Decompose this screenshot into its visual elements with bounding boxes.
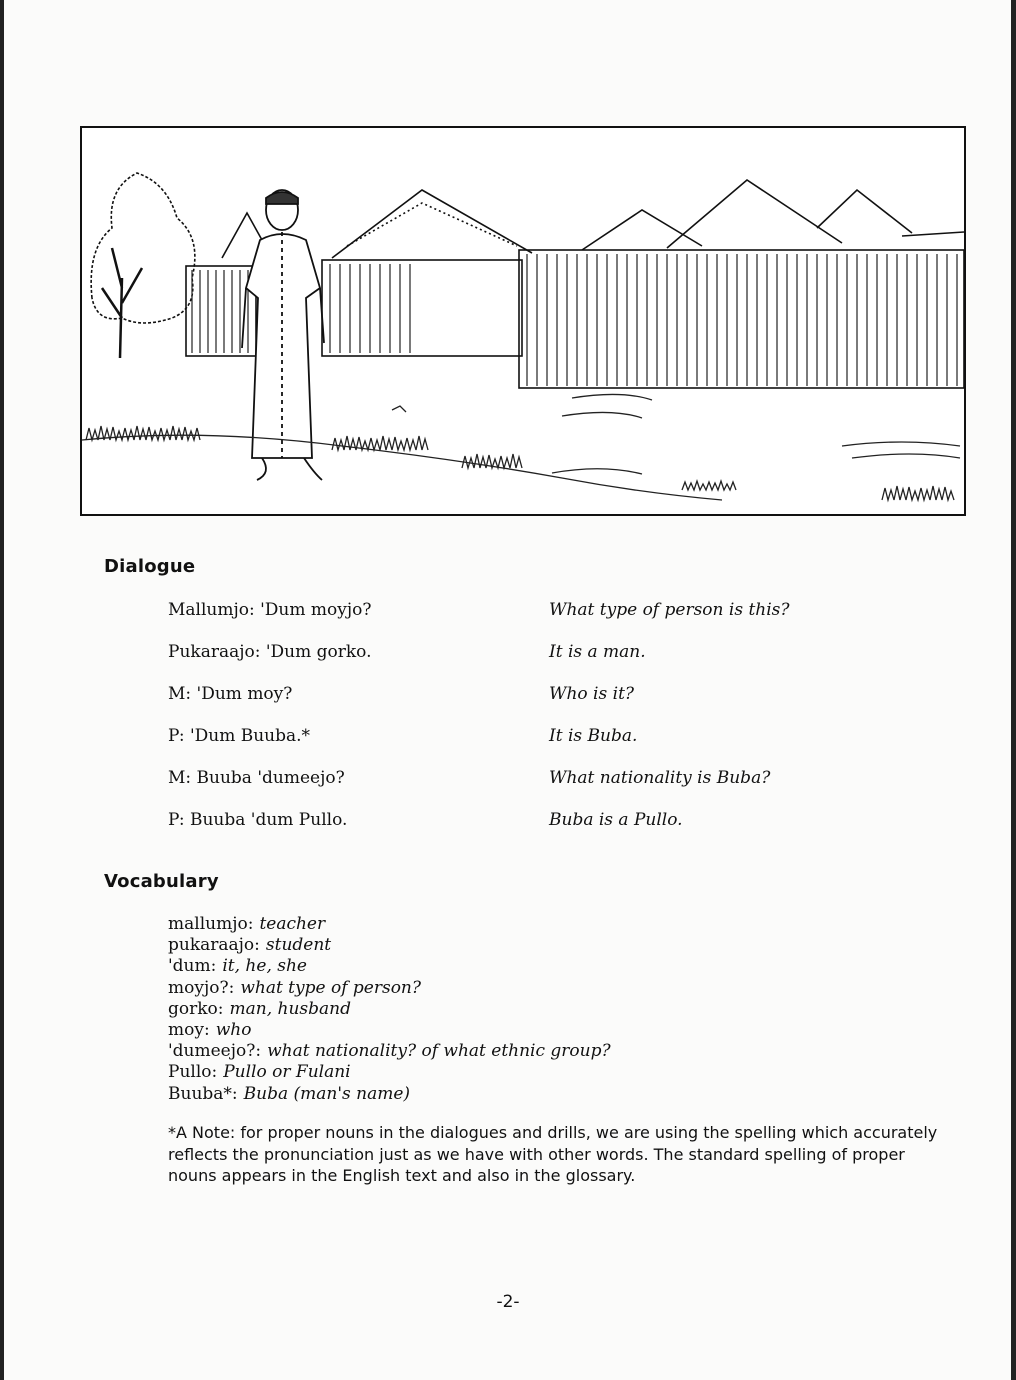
vocabulary-gloss: Pullo or Fulani	[223, 1062, 351, 1083]
page-number: -2-	[496, 1292, 520, 1312]
dialogue-line-fulfulde: Pukaraajo: 'Dum gorko.	[168, 642, 372, 662]
vocabulary-item	[168, 914, 611, 935]
vocabulary-gloss: man, husband	[229, 998, 351, 1019]
vocabulary-term: gorko:	[168, 998, 224, 1019]
dialogue-line-fulfulde: P: Buuba 'dum Pullo.	[168, 810, 348, 830]
vocabulary-gloss: what nationality? of what ethnic group?	[267, 1041, 611, 1062]
dialogue-line-english: What type of person is this?	[549, 600, 790, 620]
vocabulary-term: mallumjo:	[168, 914, 254, 934]
vocabulary-term: Buuba*:	[168, 1083, 238, 1104]
dialogue-line-fulfulde: M: Buuba 'dumeejo?	[168, 768, 345, 788]
vocabulary-term: pukaraajo:	[168, 935, 260, 956]
dialogue-line-english: It is a man.	[549, 642, 646, 662]
vocabulary-term: moy:	[168, 1020, 210, 1041]
vocabulary-gloss: teacher	[259, 914, 326, 934]
dialogue-line-english: Who is it?	[549, 684, 635, 704]
vocabulary-term: 'dum:	[168, 956, 217, 977]
village-sketch	[82, 128, 964, 514]
vocabulary-term: Pullo:	[168, 1062, 218, 1083]
proper-noun-note: *A Note: for proper nouns in the dialogues and drills, we are using the spelling which accurately reflects the pronunciation just as we have with other words. The standard spelling of proper nouns appears in the English text and also in the glossary.	[168, 1123, 938, 1185]
dialogue-line-fulfulde: P: 'Dum Buuba.*	[168, 726, 311, 746]
vocabulary-item	[168, 1084, 611, 1105]
vocabulary-gloss: student	[265, 935, 332, 956]
vocabulary-item	[168, 935, 611, 956]
vocabulary-item	[168, 956, 611, 977]
vocabulary-term: moyjo?:	[168, 977, 235, 998]
village-illustration	[80, 126, 966, 516]
vocabulary-term: 'dumeejo?:	[168, 1041, 262, 1062]
vocabulary-gloss: it, he, she	[222, 956, 307, 977]
dialogue-line-english: What nationality is Buba?	[549, 768, 771, 788]
vocabulary-item	[168, 978, 611, 999]
vocabulary-item	[168, 1062, 611, 1083]
vocabulary-heading: Vocabulary	[104, 871, 219, 892]
scan-edge-left	[0, 0, 4, 1380]
dialogue-line-english: It is Buba.	[549, 726, 638, 746]
dialogue-line-english: Buba is a Pullo.	[549, 810, 683, 830]
dialogue-line-fulfulde: Mallumjo: 'Dum moyjo?	[168, 600, 372, 620]
vocabulary-gloss: who	[215, 1020, 252, 1041]
vocabulary-gloss: Buba (man's name)	[243, 1083, 411, 1104]
scan-edge-right	[1011, 0, 1016, 1380]
dialogue-line-fulfulde: M: 'Dum moy?	[168, 684, 293, 704]
vocabulary-gloss: what type of person?	[240, 977, 421, 998]
vocabulary-list	[168, 914, 611, 1105]
vocabulary-item	[168, 999, 611, 1020]
vocabulary-item	[168, 1041, 611, 1062]
vocabulary-item	[168, 1020, 611, 1041]
dialogue-heading: Dialogue	[104, 556, 196, 577]
